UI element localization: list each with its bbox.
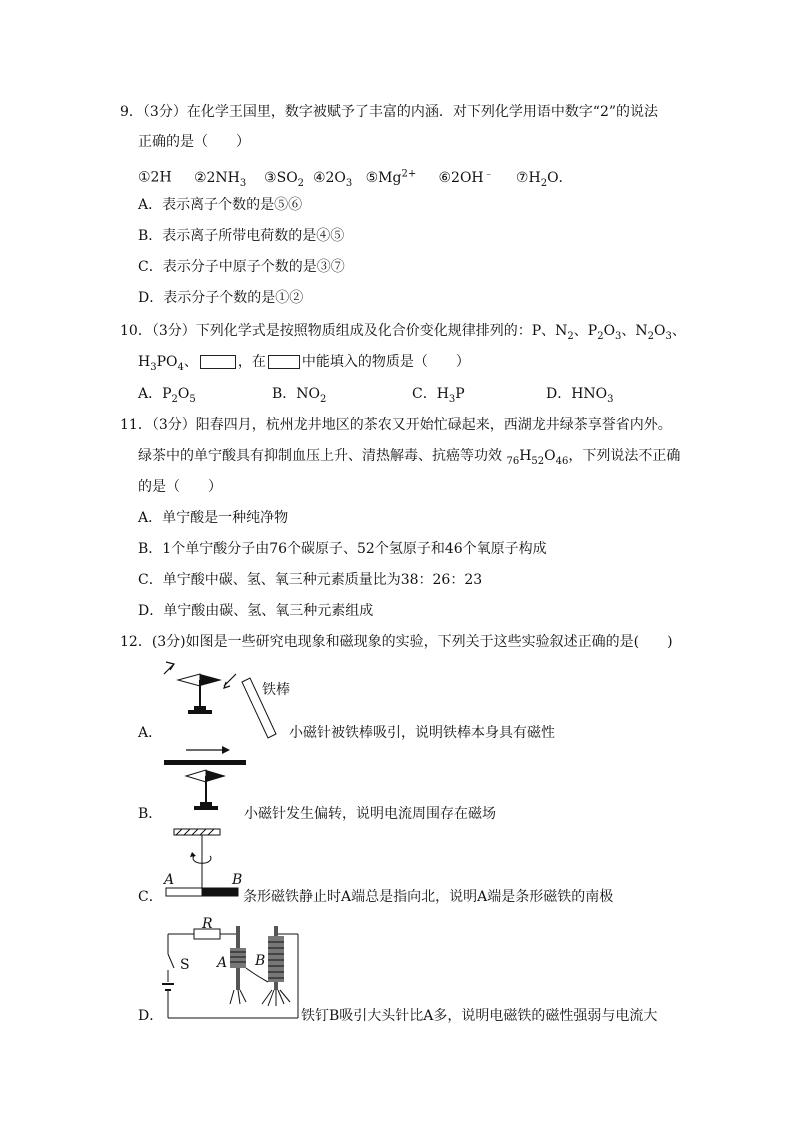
q11-stem-line2: 绿茶中的单宁酸具有抑制血压上升、清热解毒、抗癌等功效 $_{76}H_{52}O_{46}$，下列说法不正确 xyxy=(138,448,681,467)
q12-d-nail-a-label: A xyxy=(217,955,228,971)
q11-option-d[interactable]: D．单宁酸由碳、氢、氧三种元素组成 xyxy=(138,603,374,619)
wire-and-compass-figure xyxy=(160,742,250,826)
q12-d-nail-b-label: B xyxy=(255,953,266,969)
q11-option-b[interactable]: B．1个单宁酸分子由76个碳原子、52个氢原子和46个氧原子构成 xyxy=(138,541,547,557)
q9-item-6: ⑥2OH﹣ xyxy=(438,168,494,186)
q12-a-rod-label: 铁棒 xyxy=(262,682,290,698)
q10-option-c[interactable]: C．$H_3P$ xyxy=(412,386,465,405)
q10-option-b[interactable]: B．$NO_2$ xyxy=(272,386,327,405)
q9-item-1: ①2H xyxy=(138,169,172,186)
q10-stem-line2: $H_3PO_4$、 ，在 中能填入的物质是（ ） xyxy=(138,354,470,373)
q12-option-d-text[interactable]: 铁钉B吸引大头针比A多，说明电磁铁的磁性强弱与电流大 xyxy=(301,1008,658,1024)
q9-option-b[interactable]: B．表示离子所带电荷数的是④⑤ xyxy=(138,228,345,244)
q11-option-a[interactable]: A．单宁酸是一种纯净物 xyxy=(138,510,289,526)
q10-option-a[interactable]: A．$P_2O_5$ xyxy=(138,386,196,405)
q11-stem-line3: 的是（ ） xyxy=(138,479,222,495)
suspended-bar-magnet-figure xyxy=(160,826,250,902)
q12-option-a-label[interactable]: A． xyxy=(138,725,163,741)
blank-box xyxy=(268,355,300,369)
compass-near-iron-rod-figure xyxy=(158,660,298,740)
q12-d-resistor-label: R xyxy=(202,916,213,932)
q12-c-end-a: A xyxy=(164,872,175,888)
q9-item-5: $⑤Mg^{2+}$ xyxy=(365,168,417,186)
q9-item-4: $④2O_3$ xyxy=(312,169,353,189)
q9-item-3: $③SO_2$ xyxy=(264,169,305,189)
q12-option-c-label[interactable]: C． xyxy=(138,889,163,905)
q11-stem-line1: 11．（3分）阳春四月，杭州龙井地区的茶农又开始忙碌起来，西湖龙井绿茶享誉省内外。 xyxy=(120,417,672,433)
q9-option-c[interactable]: C．表示分子中原子个数的是③⑦ xyxy=(138,259,345,275)
q12-option-a-text[interactable]: 小磁针被铁棒吸引，说明铁棒本身具有磁性 xyxy=(289,725,555,741)
q12-option-c-text[interactable]: 条形磁铁静止时A端总是指向北，说明A端是条形磁铁的南极 xyxy=(243,889,614,905)
q12-c-end-b: B xyxy=(232,872,243,888)
q10-stem-line1: 10．（3分）下列化学式是按照物质组成及化合价变化规律排列的：P、$N_2$、$P_2O_3$、$N_2O_3$、 xyxy=(120,323,686,342)
q10-option-d[interactable]: D．$HNO_3$ xyxy=(546,386,614,405)
q12-option-b-text[interactable]: 小磁针发生偏转，说明电流周围存在磁场 xyxy=(244,806,496,822)
q9-items xyxy=(138,164,573,193)
q9-stem-line2: 正确的是（ ） xyxy=(138,134,250,150)
q12-d-switch-label: S xyxy=(180,957,190,973)
q9-item-7: $⑦H_2O$． xyxy=(515,169,573,189)
q9-option-d[interactable]: D．表示分子个数的是①② xyxy=(138,290,304,306)
q12-option-d-label[interactable]: D． xyxy=(138,1008,164,1024)
q9-item-2: $②2NH_3$ xyxy=(193,169,247,189)
blank-box xyxy=(200,355,236,369)
q9-stem-line1: 9．（3分）在化学王国里，数字被赋予了丰富的内涵．对下列化学用语中数字“2”的说法 xyxy=(120,104,659,120)
q9-option-a[interactable]: A．表示离子个数的是⑤⑥ xyxy=(138,197,303,213)
q12-option-b-label[interactable]: B． xyxy=(138,806,163,822)
q11-option-c[interactable]: C．单宁酸中碳、氢、氧三种元素质量比为38：26：23 xyxy=(138,572,483,588)
q12-stem: 12．(3分)如图是一些研究电现象和磁现象的实验，下列关于这些实验叙述正确的是( ) xyxy=(120,634,673,650)
